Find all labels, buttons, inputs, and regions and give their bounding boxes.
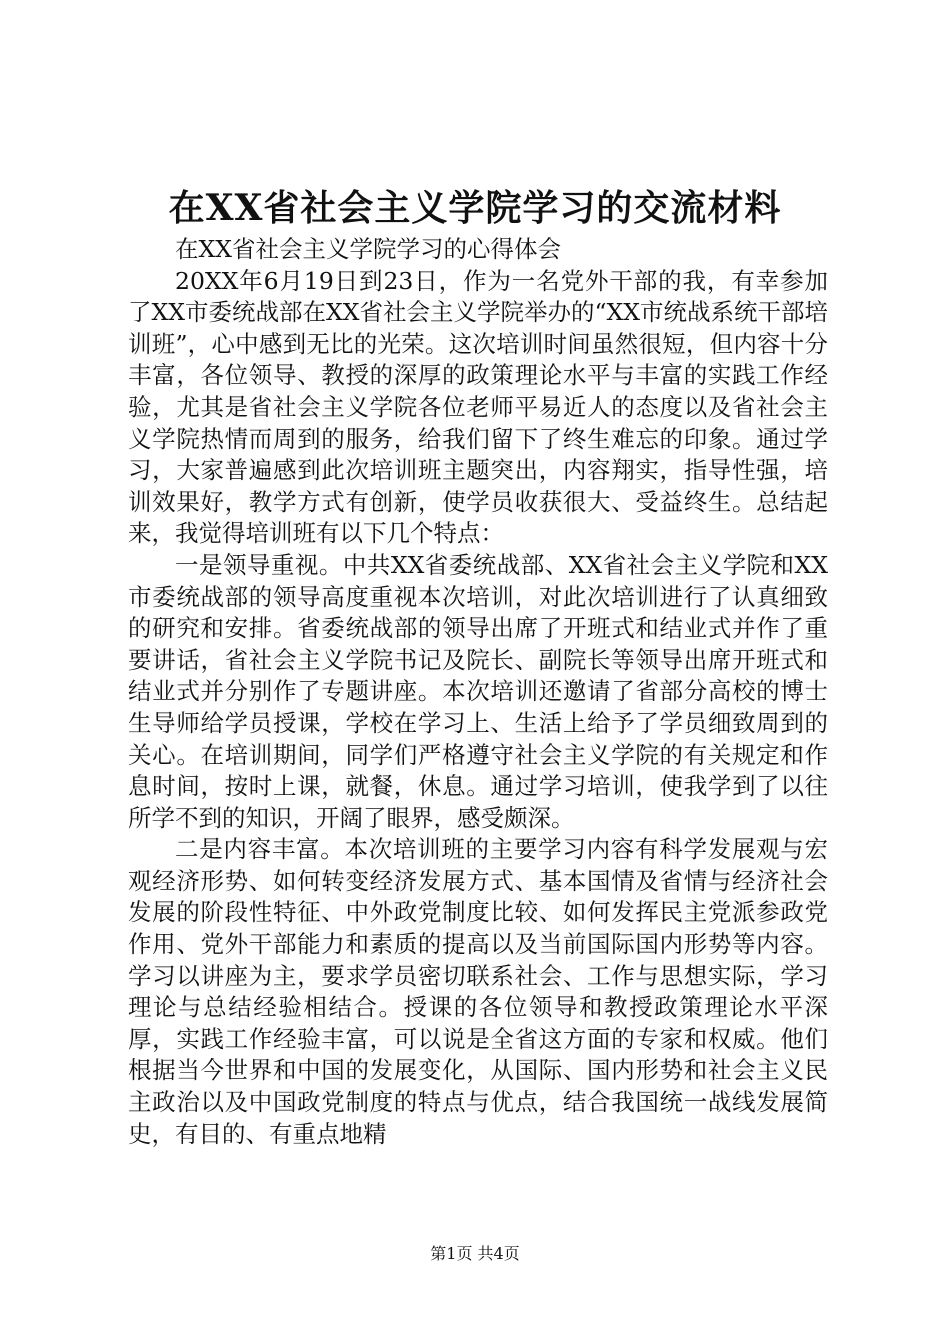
page-title: 在XX省社会主义学院学习的交流材料: [168, 187, 782, 229]
point-two-paragraph: 二是内容丰富。本次培训班的主要学习内容有科学发展观与宏观经济形势、如何转变经济发展方式、基本国情及省情与经济社会发展的阶段性特征、中外政党制度比较、如何发挥民主党派参政党作用、党外干部能力和素质的提高以及当前国际国内形势等内容。学习以讲座为主，要求学员密切联系社会、工作与思想实际，学习理论与总结经验相结合。授课的各位领导和教授政策理论水平深厚，实践工作经验丰富，可以说是全省这方面的专家和权威。他们根据当今世界和中国的发展变化，从国际、国内形势和社会主义民主政治以及中国政党制度的特点与优点，结合我国统一战线发展简史，有目的、有重点地精: [128, 835, 828, 1148]
page-footer: 第1页 共4页: [430, 1244, 520, 1263]
subtitle-paragraph: 在XX省社会主义学院学习的心得体会: [175, 235, 561, 263]
intro-paragraph: 20XX年6月19日到23日，作为一名党外干部的我，有幸参加了XX市委统战部在XX省社会主义学院举办的“XX市统战系统干部培训班”，心中感到无比的光荣。这次培训时间虽然很短，但内容十分丰富，各位领导、教授的深厚的政策理论水平与丰富的实践工作经验，尤其是省社会主义学院各位老师平易近人的态度以及省社会主义学院热情而周到的服务，给我们留下了终生难忘的印象。通过学习，大家普遍感到此次培训班主题突出，内容翔实，指导性强，培训效果好，教学方式有创新，使学员收获很大、受益终生。总结起来，我觉得培训班有以下几个特点：: [128, 266, 828, 548]
point-one-paragraph: 一是领导重视。中共XX省委统战部、XX省社会主义学院和XX市委统战部的领导高度重视本次培训，对此次培训进行了认真细致的研究和安排。省委统战部的领导出席了开班式和结业式并作了重要讲话，省社会主义学院书记及院长、副院长等领导出席开班式和结业式并分别作了专题讲座。本次培训还邀请了省部分高校的博士生导师给学员授课，学校在学习上、生活上给予了学员细致周到的关心。在培训期间，同学们严格遵守社会主义学院的有关规定和作息时间，按时上课，就餐，休息。通过学习培训，使我学到了以往所学不到的知识，开阔了眼界，感受颇深。: [128, 550, 828, 832]
document-body: [128, 234, 828, 1150]
